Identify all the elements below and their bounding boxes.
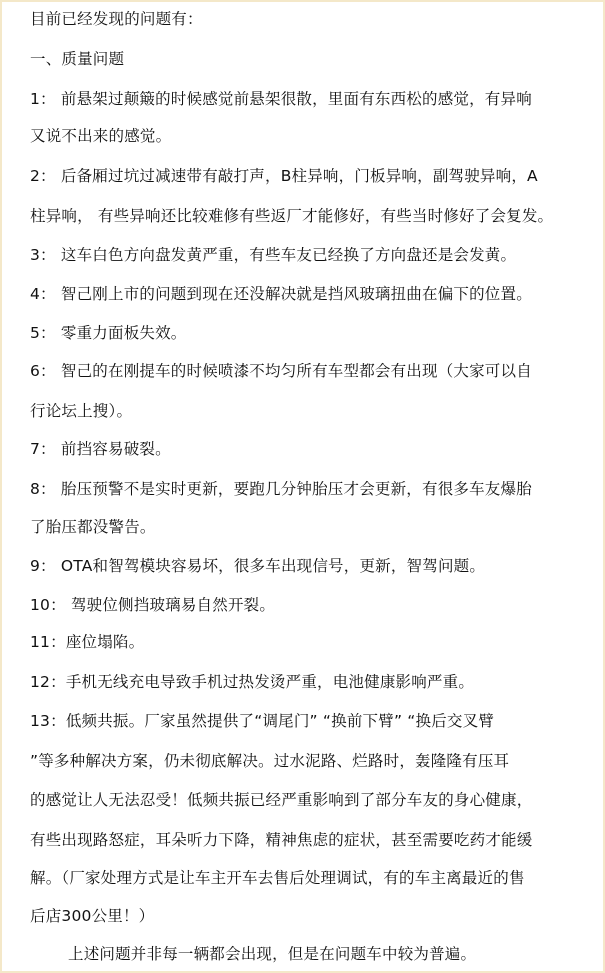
issue-12: 12：手机无线充电导致手机过热发烫严重，电池健康影响严重。	[30, 673, 475, 691]
closing-line: 上述问题并非每一辆都会出现，但是在问题车中较为普遍。	[68, 945, 477, 963]
issue-13-line-6: 后店300公里！）	[30, 907, 155, 925]
issue-4: 4： 智己刚上市的问题到现在还没解决就是挡风玻璃扭曲在偏下的位置。	[30, 285, 532, 303]
issue-8-line-1: 8： 胎压预警不是实时更新，要跑几分钟胎压才会更新，有很多车友爆胎	[30, 480, 532, 498]
issue-13-line-1: 13：低频共振。厂家虽然提供了“调尾门” “换前下臂” “换后交叉臂	[30, 712, 495, 730]
issue-3: 3： 这车白色方向盘发黄严重，有些车友已经换了方向盘还是会发黄。	[30, 246, 517, 264]
issue-13-line-2: ”等多种解决方案，仍未彻底解决。过水泥路、烂路时，轰隆隆有压耳	[30, 752, 510, 770]
issue-6-line-2: 行论坛上搜）。	[30, 402, 133, 420]
issue-9: 9： OTA和智驾模块容易坏，很多车出现信号，更新，智驾问题。	[30, 557, 486, 575]
section-heading: 一、质量问题	[30, 50, 125, 68]
issue-2-line-2: 柱异响， 有些异响还比较难修有些返厂才能修好，有些当时修好了会复发。	[30, 207, 554, 225]
issue-8-line-2: 了胎压都没警告。	[30, 518, 156, 536]
issue-13-line-3: 的感觉让人无法忍受！低频共振已经严重影响到了部分车友的身心健康，	[30, 791, 533, 809]
issue-7: 7： 前挡容易破裂。	[30, 440, 171, 458]
issue-2-line-1: 2： 后备厢过坑过减速带有敲打声，B柱异响，门板异响，副驾驶异响，A	[30, 167, 538, 185]
issue-13-line-5: 解。（厂家处理方式是让车主开车去售后处理调试，有的车主离最近的售	[30, 869, 525, 887]
issue-5: 5： 零重力面板失效。	[30, 324, 187, 342]
issue-11: 11：座位塌陷。	[30, 633, 145, 651]
issue-6-line-1: 6： 智己的在刚提车的时候喷漆不均匀所有车型都会有出现（大家可以自	[30, 362, 532, 380]
issue-13-line-4: 有些出现路怒症，耳朵听力下降，精神焦虑的症状，甚至需要吃药才能缓	[30, 831, 533, 849]
issue-1-line-1: 1： 前悬架过颠簸的时候感觉前悬架很散，里面有东西松的感觉，有异响	[30, 90, 532, 108]
issue-1-line-2: 又说不出来的感觉。	[30, 127, 172, 145]
intro-line: 目前已经发现的问题有：	[30, 10, 203, 28]
issue-10: 10： 驾驶位侧挡玻璃易自然开裂。	[30, 596, 276, 614]
